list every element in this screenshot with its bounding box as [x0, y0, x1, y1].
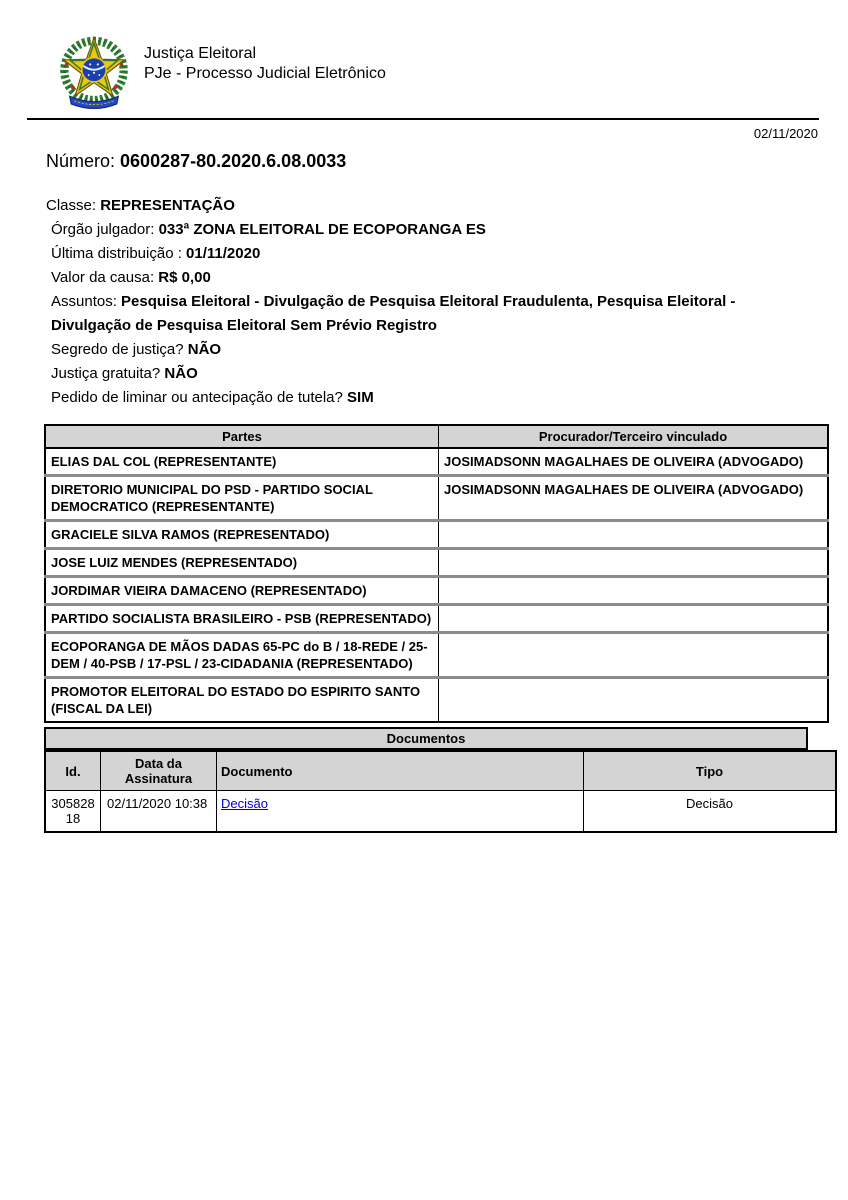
parte-cell: JOSE LUIZ MENDES (REPRESENTADO) [45, 549, 439, 577]
detail-justica-gratuita: Justiça gratuita? NÃO [51, 365, 198, 382]
org-line2: PJe - Processo Judicial Eletrônico [144, 65, 386, 82]
table-row [45, 791, 836, 833]
org-line1: Justiça Eleitoral [144, 45, 257, 62]
documentos-banner-table [44, 727, 808, 750]
partes-column-header: Partes [45, 425, 439, 448]
document-date: 02/11/2020 [753, 126, 818, 141]
parte-cell: JORDIMAR VIEIRA DAMACENO (REPRESENTADO) [45, 577, 439, 605]
procurador-cell [439, 521, 829, 549]
procurador-cell [439, 577, 829, 605]
table-row [45, 521, 828, 549]
case-number-value: 0600287-80.2020.6.08.0033 [120, 151, 347, 171]
partes-header-row [45, 425, 828, 448]
case-number-label: Número: [46, 151, 121, 171]
procurador-cell [439, 549, 829, 577]
detail-assuntos: Assuntos: Pesquisa Eleitoral - Divulgação de Pesquisa Eleitoral Fraudulenta, Pesquisa Eleitoral - Divulgação de Pesquisa Eleitoral Sem Prévio Registro [51, 293, 736, 334]
parte-cell: PROMOTOR ELEITORAL DO ESTADO DO ESPIRITO SANTO (FISCAL DA LEI) [45, 678, 439, 723]
header-divider [27, 118, 819, 120]
detail-classe: Classe: REPRESENTAÇÃO [46, 197, 235, 214]
procurador-column-header: Procurador/Terceiro vinculado [439, 425, 829, 448]
case-details [46, 194, 808, 410]
documentos-section-title: Documentos [45, 728, 807, 749]
detail-ultima-distribuicao: Última distribuição : 01/11/2020 [51, 245, 261, 262]
table-row [45, 678, 828, 723]
document-link[interactable]: Decisão [221, 796, 268, 811]
procurador-cell [439, 633, 829, 678]
procurador-cell: JOSIMADSONN MAGALHAES DE OLIVEIRA (ADVOGADO) [439, 476, 829, 521]
tipo-column-header: Tipo [584, 751, 837, 791]
procurador-cell [439, 605, 829, 633]
document-type: Decisão [584, 791, 837, 833]
table-row [45, 549, 828, 577]
documentos-header-row [45, 751, 836, 791]
documentos-table [44, 750, 837, 833]
parte-cell: PARTIDO SOCIALISTA BRASILEIRO - PSB (REPRESENTADO) [45, 605, 439, 633]
parte-cell: GRACIELE SILVA RAMOS (REPRESENTADO) [45, 521, 439, 549]
document-signature-date: 02/11/2020 10:38 [101, 791, 217, 833]
parte-cell: ECOPORANGA DE MÃOS DADAS 65-PC do B / 18-REDE / 25-DEM / 40-PSB / 17-PSL / 23-CIDADANIA (REPRESENTADO) [45, 633, 439, 678]
table-row [45, 633, 828, 678]
page-header [0, 0, 848, 110]
parte-cell: DIRETORIO MUNICIPAL DO PSD - PARTIDO SOCIAL DEMOCRATICO (REPRESENTANTE) [45, 476, 439, 521]
detail-valor-causa: Valor da causa: R$ 0,00 [51, 269, 211, 286]
procurador-cell [439, 678, 829, 723]
documento-column-header: Documento [217, 751, 584, 791]
procurador-cell: JOSIMADSONN MAGALHAES DE OLIVEIRA (ADVOGADO) [439, 448, 829, 476]
table-row [45, 476, 828, 521]
org-title [144, 44, 386, 84]
brasao-republica-icon [56, 34, 132, 110]
table-row [45, 577, 828, 605]
data-assinatura-column-header: Data da Assinatura [101, 751, 217, 791]
detail-segredo-justica: Segredo de justiça? NÃO [51, 341, 222, 358]
table-row [45, 605, 828, 633]
parte-cell: ELIAS DAL COL (REPRESENTANTE) [45, 448, 439, 476]
partes-table [44, 424, 829, 723]
table-row [45, 448, 828, 476]
detail-pedido-liminar: Pedido de liminar ou antecipação de tutela? SIM [51, 389, 374, 406]
detail-orgao-julgador: Órgão julgador: 033ª ZONA ELEITORAL DE ECOPORANGA ES [51, 221, 486, 238]
id-column-header: Id. [45, 751, 101, 791]
document-id: 30582818 [45, 791, 101, 833]
case-number-line [46, 151, 848, 172]
